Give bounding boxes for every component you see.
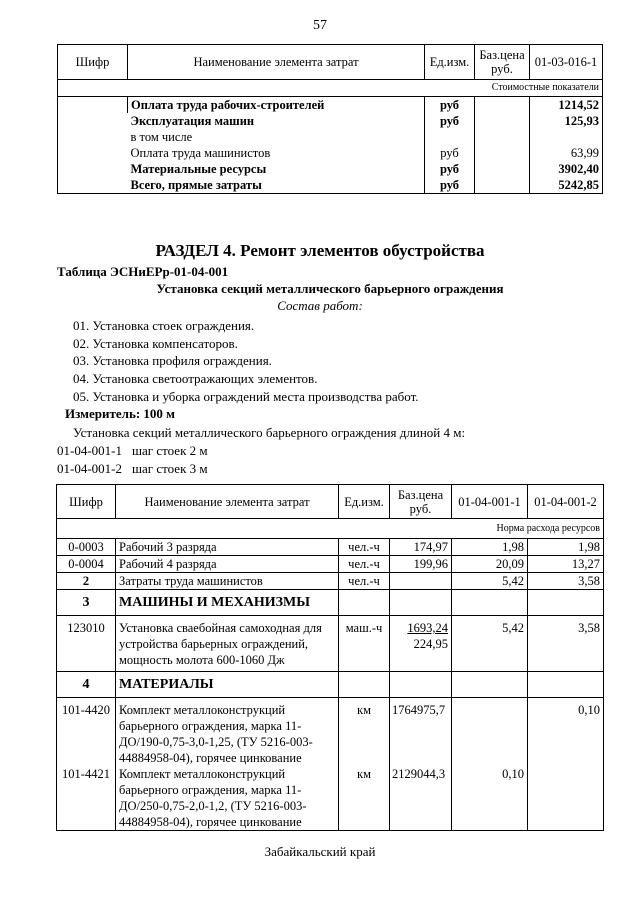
- price-top: 1693,24: [407, 621, 448, 635]
- work-item: 04. Установка светоотражающих элементов.: [73, 371, 318, 386]
- header-unit: Ед.изм.: [339, 485, 390, 519]
- header-col1: 01-03-016-1: [530, 45, 603, 80]
- top-row-unit: руб: [425, 161, 475, 177]
- row-v2: 13,27: [528, 556, 604, 573]
- top-row-name: в том числе: [130, 130, 193, 144]
- row-price: 1764975,7: [390, 698, 452, 767]
- row-code: 2: [57, 573, 116, 590]
- top-row-unit: руб: [425, 97, 475, 114]
- top-row-unit: руб: [425, 177, 475, 194]
- section-subtitle: Установка секций металлического барьерного ограждения: [156, 281, 504, 296]
- row-unit: чел.-ч: [339, 573, 390, 590]
- row-name: Установка сваебойная самоходная для устройства барьерных ограждений, мощность молота 600-1060 Дж: [116, 616, 339, 672]
- row-code: 123010: [57, 616, 116, 672]
- group-title: МАШИНЫ И МЕХАНИЗМЫ: [116, 590, 339, 616]
- top-cost-table: [57, 44, 603, 194]
- group-title: МАТЕРИАЛЫ: [116, 672, 339, 698]
- top-row-value: 63,99: [530, 145, 603, 161]
- row-v2: [528, 766, 604, 831]
- header-col2: 01-04-001-2: [528, 485, 604, 519]
- work-item: 05. Установка и уборка ограждений места производства работ.: [73, 389, 419, 404]
- price-bottom: 224,95: [413, 637, 448, 651]
- top-row-value: 5242,85: [530, 177, 603, 194]
- top-row-name: Оплата труда машинистов: [130, 146, 271, 160]
- header-name: Наименование элемента затрат: [128, 45, 425, 80]
- bottom-subheader: Норма расхода ресурсов: [57, 519, 604, 539]
- variant-code: 01-04-001-1: [57, 443, 122, 458]
- group-code: 3: [57, 590, 116, 616]
- row-code: 0-0003: [57, 539, 116, 556]
- row-code: 0-0004: [57, 556, 116, 573]
- top-row-value: 1214,52: [530, 97, 603, 114]
- work-item: 02. Установка компенсаторов.: [73, 336, 238, 351]
- row-v1: 0,10: [452, 766, 528, 831]
- top-row-name: Оплата труда рабочих-строителей: [131, 98, 325, 112]
- row-v1: 1,98: [452, 539, 528, 556]
- row-name: Комплект металлоконструкций барьерного ограждения, марка 11-ДО/190-0,75-3,0-1,25, (ТУ 5216-003-44884958-04), горячее цинкование: [116, 698, 339, 767]
- top-row-value: 125,93: [530, 113, 603, 129]
- row-v1: 5,42: [452, 573, 528, 590]
- row-name: Рабочий 4 разряда: [116, 556, 339, 573]
- description: Установка секций металлического барьерного ограждения длиной 4 м:: [73, 425, 466, 440]
- header-name: Наименование элемента затрат: [116, 485, 339, 519]
- row-v1: 5,42: [452, 616, 528, 672]
- row-v2: 0,10: [528, 698, 604, 767]
- row-name: Комплект металлоконструкций барьерного ограждения, марка 11-ДО/250-0,75-2,0-1,2, (ТУ 5216-003-44884958-04), горячее цинкование: [116, 766, 339, 831]
- row-unit: маш.-ч: [339, 616, 390, 672]
- row-code: 101-4421: [57, 766, 116, 831]
- header-base-price: Баз.цена руб.: [475, 45, 530, 80]
- page-number: 57: [313, 18, 327, 33]
- top-row-value: [530, 129, 603, 145]
- row-v2: 3,58: [528, 616, 604, 672]
- top-row-unit: руб: [425, 145, 475, 161]
- group-code: 4: [57, 672, 116, 698]
- row-v1: 20,09: [452, 556, 528, 573]
- top-subheader: Стоимостные показатели: [58, 80, 603, 97]
- row-price: [390, 573, 452, 590]
- row-name: Рабочий 3 разряда: [116, 539, 339, 556]
- row-price: 2129044,3: [390, 766, 452, 831]
- header-code: Шифр: [58, 45, 128, 80]
- top-row-name: Эксплуатация машин: [130, 114, 255, 128]
- header-col1: 01-04-001-1: [452, 485, 528, 519]
- table-id: Таблица ЭСНиЕРр-01-04-001: [57, 264, 229, 279]
- work-item: 03. Установка профиля ограждения.: [73, 353, 272, 368]
- row-unit: км: [339, 766, 390, 831]
- footer-region: Забайкальский край: [264, 844, 376, 859]
- resource-table: [56, 484, 604, 831]
- row-v2: 1,98: [528, 539, 604, 556]
- header-code: Шифр: [57, 485, 116, 519]
- top-row-unit: руб: [425, 113, 475, 129]
- variant-code: 01-04-001-2: [57, 461, 122, 476]
- row-unit: чел.-ч: [339, 556, 390, 573]
- variant-text: шаг стоек 2 м: [132, 443, 208, 458]
- top-row-value: 3902,40: [530, 161, 603, 177]
- row-price: 174,97: [390, 539, 452, 556]
- work-item: 01. Установка стоек ограждения.: [73, 318, 255, 333]
- top-row-name: Материальные ресурсы: [130, 162, 267, 176]
- row-unit: чел.-ч: [339, 539, 390, 556]
- top-row-name: Всего, прямые затраты: [128, 177, 425, 194]
- row-v1: [452, 698, 528, 767]
- row-code: 101-4420: [57, 698, 116, 767]
- row-price: 199,96: [390, 556, 452, 573]
- section-title: РАЗДЕЛ 4. Ремонт элементов обустройства: [155, 241, 485, 260]
- row-unit: км: [339, 698, 390, 767]
- header-base-price: Баз.цена руб.: [390, 485, 452, 519]
- meter: Измеритель: 100 м: [65, 406, 176, 421]
- top-row-unit: [425, 129, 475, 145]
- row-v2: 3,58: [528, 573, 604, 590]
- variant-text: шаг стоек 3 м: [132, 461, 208, 476]
- header-unit: Ед.изм.: [425, 45, 475, 80]
- row-name: Затраты труда машинистов: [116, 573, 339, 590]
- works-title: Состав работ:: [277, 298, 363, 313]
